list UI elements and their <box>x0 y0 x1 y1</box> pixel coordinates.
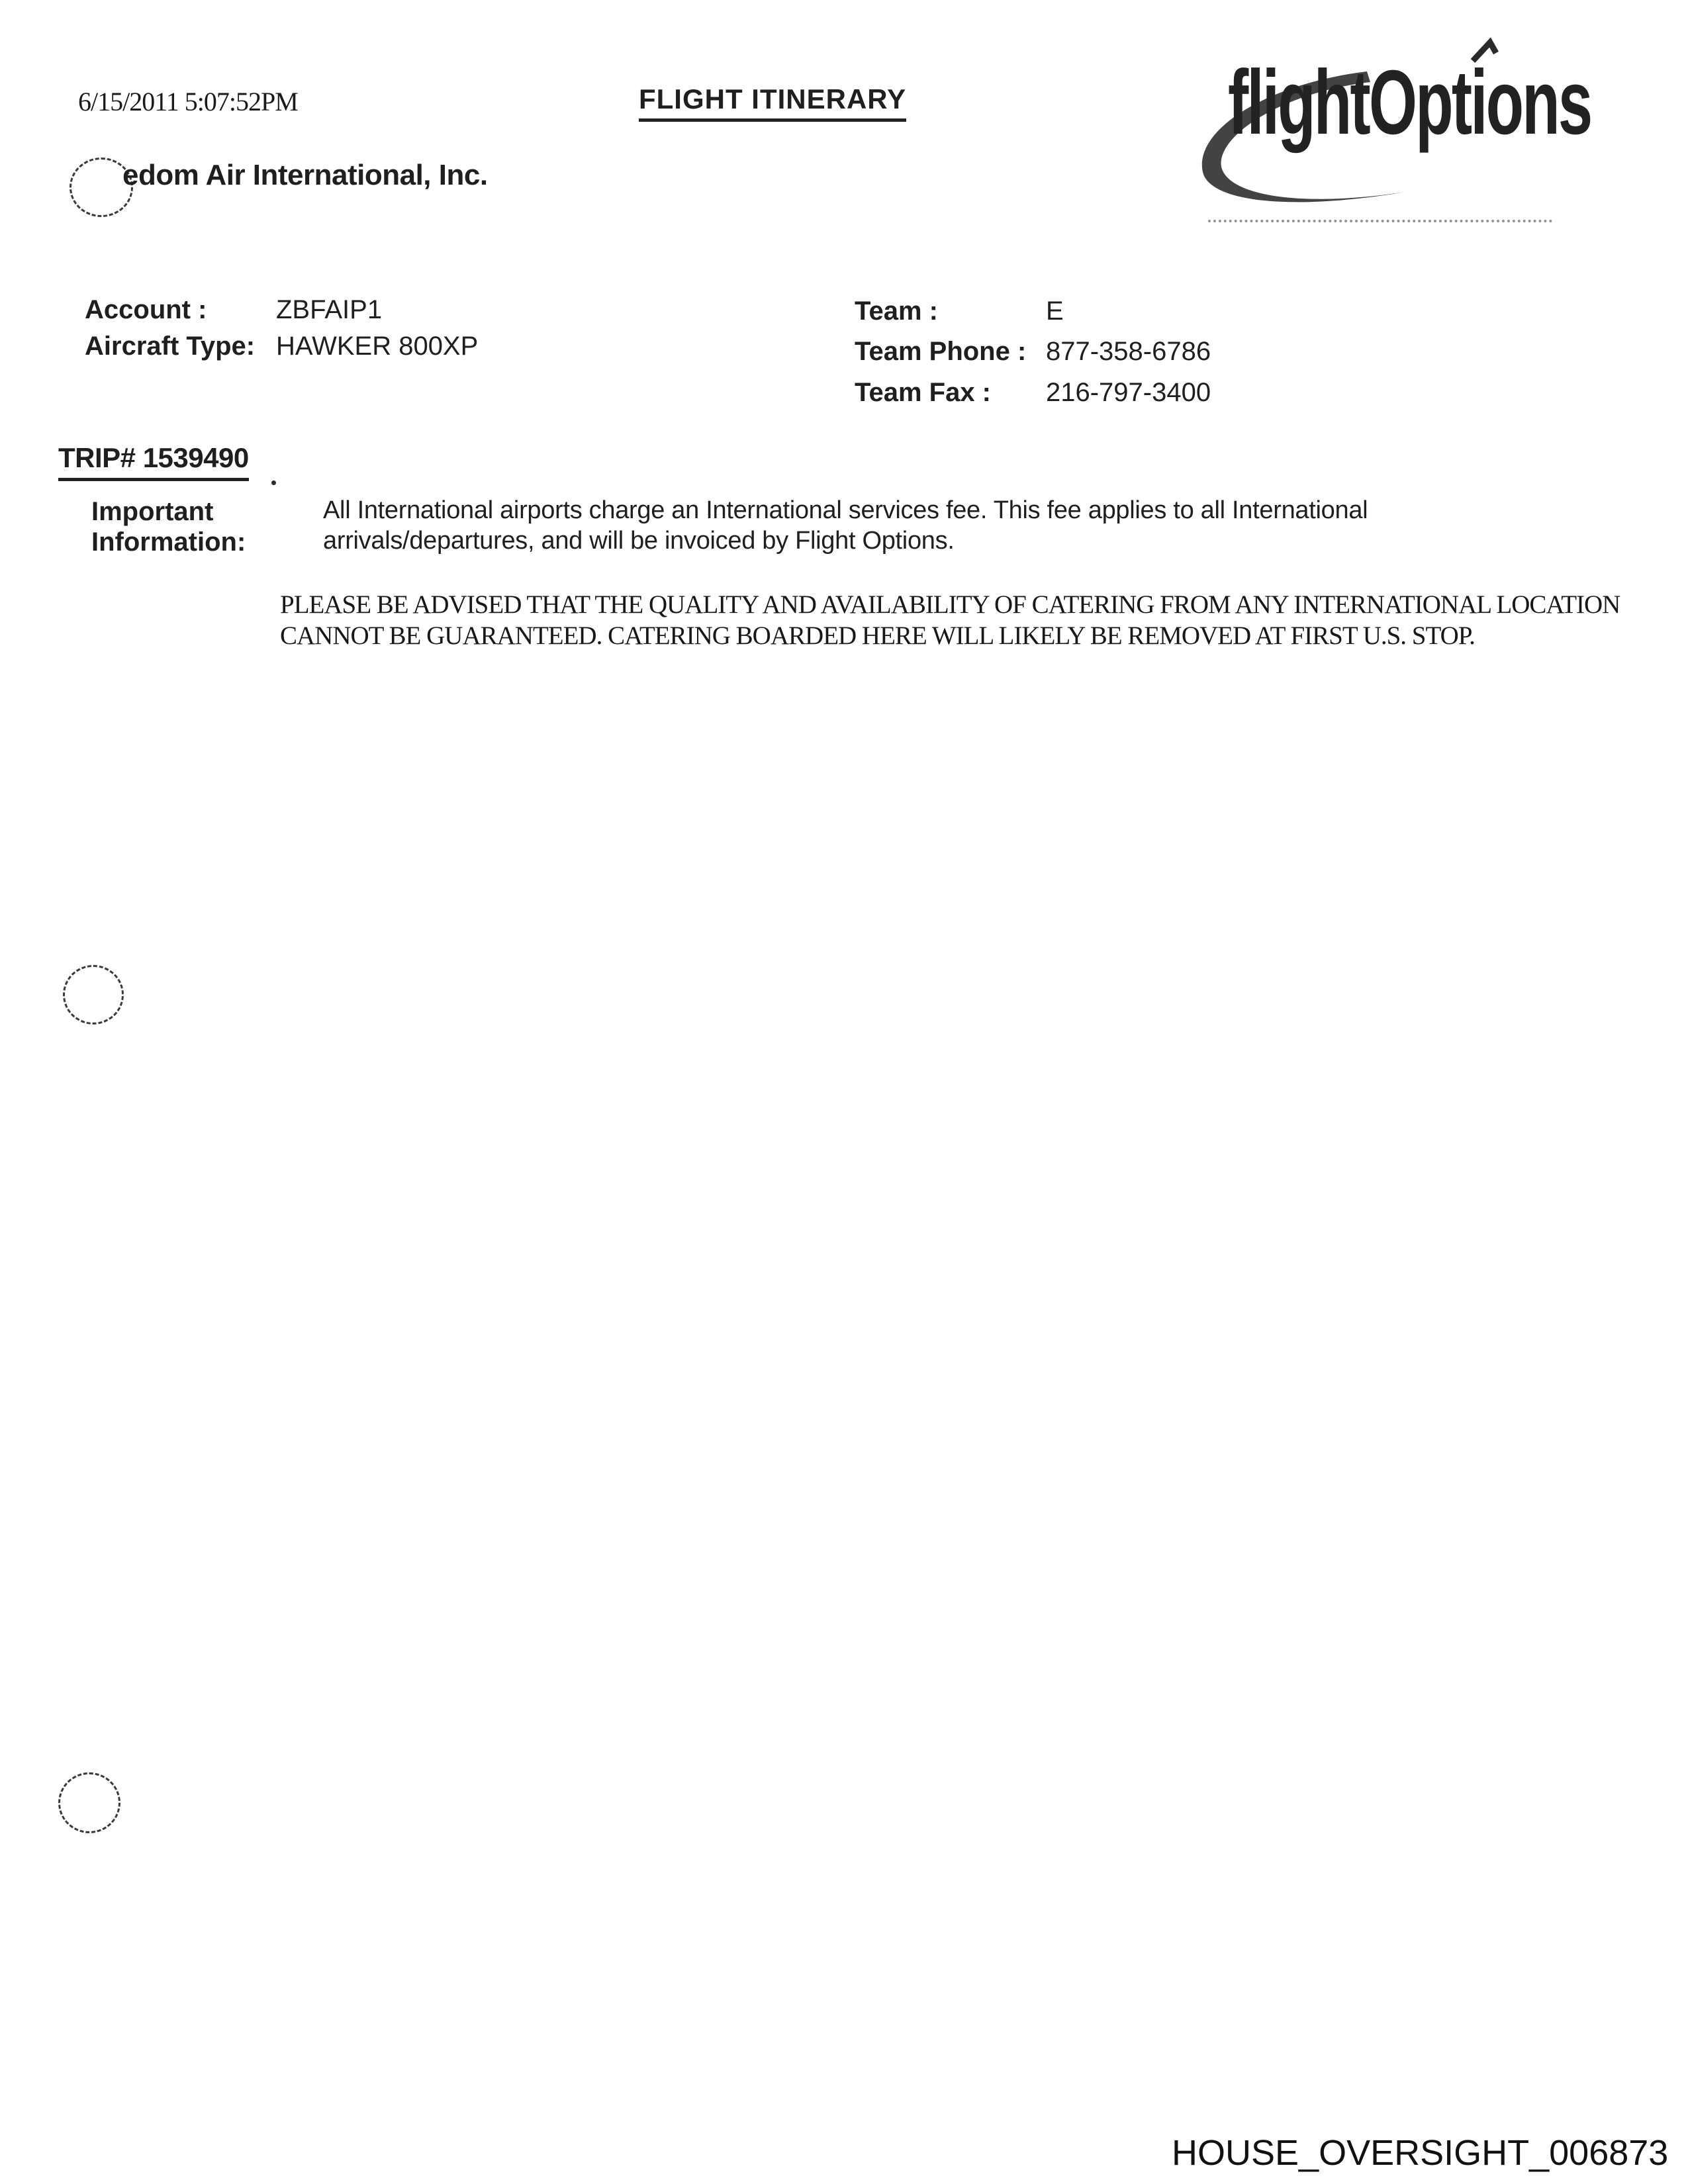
team-value: E <box>1046 296 1064 326</box>
important-information-label <box>91 496 246 557</box>
aircraft-type-label: Aircraft Type: <box>85 332 256 361</box>
team-phone-label: Team Phone : <box>855 337 1027 366</box>
hole-punch-circle-bottom <box>58 1772 120 1833</box>
team-fax-label: Team Fax : <box>855 378 991 407</box>
aircraft-type-value: HAWKER 800XP <box>276 332 479 361</box>
catering-notice-text: PLEASE BE ADVISED THAT THE QUALITY AND AVAILABILITY OF CATERING FROM ANY INTERNATIONAL LOCATION CANNOT BE GUARANTEED. CATERING BOARDED HERE WILL LIKELY BE REMOVED AT FIRST U.S. STOP. <box>280 590 1620 650</box>
document-title: FLIGHT ITINERARY <box>639 83 906 122</box>
print-timestamp: 6/15/2011 5:07:52PM <box>78 87 298 116</box>
scan-noise-line <box>1208 220 1552 222</box>
important-label-line1: Important <box>91 497 214 526</box>
logo-wordmark: flightOptions <box>1228 52 1591 154</box>
important-information-text: All International airports charge an International services fee. This fee applies to all International arrivals/departures, and will be invoiced by Flight Options. <box>323 496 1368 555</box>
account-value: ZBFAIP1 <box>276 295 383 324</box>
team-phone-value: 877-358-6786 <box>1046 337 1211 366</box>
important-label-line2: Information: <box>91 527 246 557</box>
account-label: Account : <box>85 295 207 324</box>
flight-options-logo <box>1162 32 1591 230</box>
team-label: Team : <box>855 296 938 326</box>
company-name: edom Air International, Inc. <box>122 159 488 191</box>
team-fax-value: 216-797-3400 <box>1046 378 1211 407</box>
hole-punch-circle-middle <box>63 965 124 1024</box>
trip-number-heading: TRIP# 1539490 <box>58 442 249 481</box>
bates-number-watermark: HOUSE_OVERSIGHT_006873 <box>1172 2133 1669 2173</box>
scan-artifact-dot <box>271 480 276 485</box>
